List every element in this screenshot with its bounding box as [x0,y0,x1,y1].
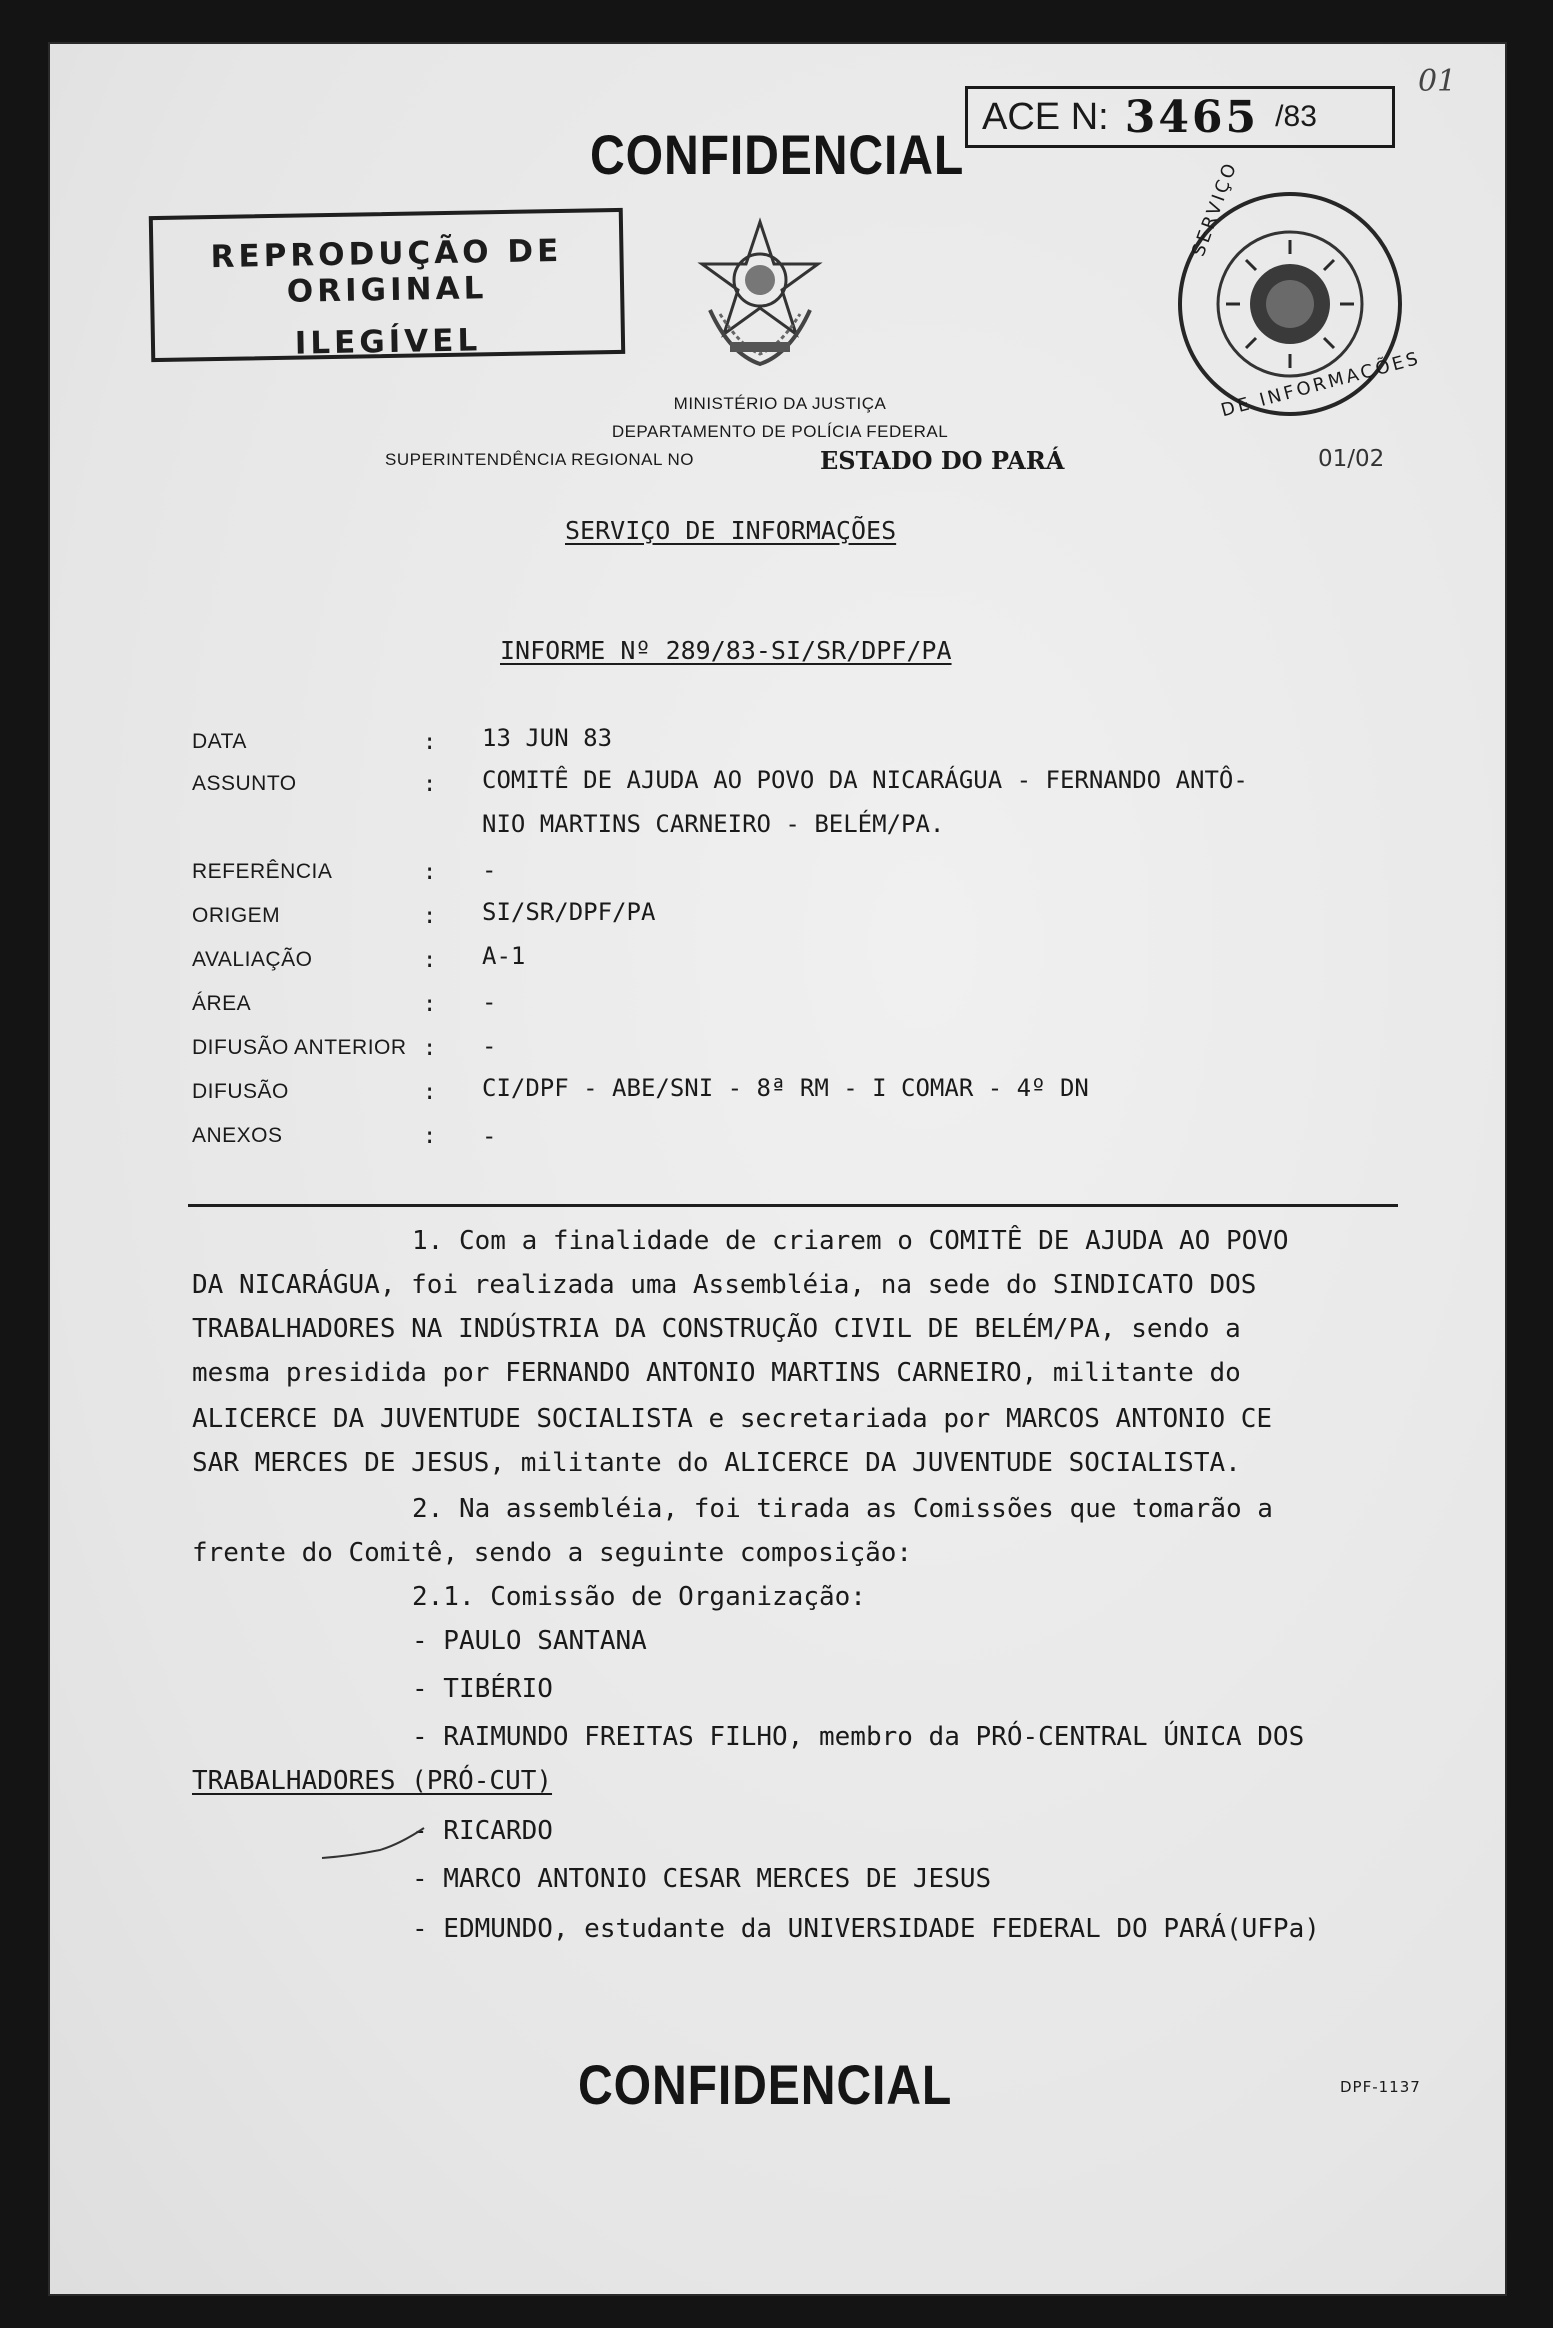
corner-page-mark: 01 [1418,64,1457,99]
stamp-line-1: REPRODUÇÃO DE ORIGINAL [210,232,563,310]
label-avaliacao: AVALIAÇÃO [192,948,313,971]
value-assunto-cont: NIO MARTINS CARNEIRO - BELÉM/PA. [482,810,945,838]
colon: : [423,772,437,797]
stamp-line-2: ILEGÍVEL [294,322,482,362]
paragraph-1-line-5: ALICERCE DA JUVENTUDE SOCIALISTA e secretariada por MARCOS ANTONIO CE [192,1404,1273,1434]
colon: : [423,1124,437,1149]
handwritten-checkmark-icon [320,1824,430,1864]
paragraph-2-line-2: frente do Comitê, sendo a seguinte composição: [192,1538,913,1568]
estado-line: ESTADO DO PARÁ [820,446,1065,475]
label-difusao: DIFUSÃO [192,1080,289,1103]
ace-number-box [965,86,1395,148]
paragraph-1-line-3: TRABALHADORES NA INDÚSTRIA DA CONSTRUÇÃO CIVIL DE BELÉM/PA, sendo a [192,1314,1241,1344]
ace-label: ACE N: [982,95,1109,138]
value-difusao: CI/DPF - ABE/SNI - 8ª RM - I COMAR - 4º DN [482,1074,1089,1102]
label-referencia: REFERÊNCIA [192,860,333,883]
label-difusao-anterior: DIFUSÃO ANTERIOR [192,1036,407,1059]
label-anexos: ANEXOS [192,1124,283,1147]
paragraph-2-line-1: 2. Na assembléia, foi tirada as Comissões que tomarão a [412,1494,1273,1524]
coat-of-arms-icon [690,214,830,374]
member-item: - EDMUNDO, estudante da UNIVERSIDADE FEDERAL DO PARÁ(UFPa) [412,1914,1320,1944]
ministry-line: MINISTÉRIO DA JUSTIÇA [673,394,887,413]
subsection-title: 2.1. Comissão de Organização: [412,1582,866,1612]
classification-bottom: CONFIDENCIAL [578,2053,953,2116]
value-data: 13 JUN 83 [482,724,613,752]
label-data: DATA [192,730,247,753]
value-assunto: COMITÊ DE AJUDA AO POVO DA NICARÁGUA - FERNANDO ANTÔ- [482,766,1248,794]
value-referencia: - [482,856,497,884]
colon: : [423,1080,437,1105]
page-of: 01/02 [1318,446,1385,472]
form-code: DPF-1137 [1340,2078,1421,2096]
member-item: - RAIMUNDO FREITAS FILHO, membro da PRÓ-CENTRAL ÚNICA DOS [412,1722,1305,1752]
seal-text-top: SERVIÇO [1188,158,1242,260]
colon: : [423,1036,437,1061]
servico-title: SERVIÇO DE INFORMAÇÕES [565,516,897,545]
colon: : [423,992,437,1017]
member-item: - TIBÉRIO [412,1674,553,1704]
colon: : [423,904,437,929]
superintendencia-line: SUPERINTENDÊNCIA REGIONAL NO [385,450,695,469]
informe-title: INFORME Nº 289/83-SI/SR/DPF/PA [500,636,952,665]
label-assunto: ASSUNTO [192,772,297,795]
classification-top: CONFIDENCIAL [590,123,965,186]
illegible-reproduction-stamp [149,208,625,362]
colon: : [423,860,437,885]
label-origem: ORIGEM [192,904,281,927]
value-difusao-anterior: - [482,1032,497,1060]
value-anexos: - [482,1122,497,1150]
paragraph-1-line-2: DA NICARÁGUA, foi realizada uma Assembléia, na sede do SINDICATO DOS [192,1270,1257,1300]
member-item: - MARCO ANTONIO CESAR MERCES DE JESUS [412,1864,992,1894]
value-area: - [482,988,497,1016]
document-page [50,44,1505,2294]
paragraph-1-line-1: 1. Com a finalidade de criarem o COMITÊ DE AJUDA AO POVO [412,1226,1289,1256]
paragraph-1-line-6: SAR MERCES DE JESUS, militante do ALICERCE DA JUVENTUDE SOCIALISTA. [192,1448,1241,1478]
ace-number: 3465 [1124,91,1260,143]
member-item: - RICARDO [412,1816,553,1846]
value-avaliacao: A-1 [482,942,526,970]
department-line: DEPARTAMENTO DE POLÍCIA FEDERAL [611,422,949,441]
label-area: ÁREA [192,992,252,1015]
section-divider [188,1204,1398,1207]
paragraph-1-line-4: mesma presidida por FERNANDO ANTONIO MARTINS CARNEIRO, militante do [192,1358,1241,1388]
ace-year: /83 [1275,100,1317,133]
seal-text-bottom: DE INFORMAÇÕES [1218,347,1424,422]
colon: : [423,730,437,755]
member-item: - PAULO SANTANA [412,1626,647,1656]
colon: : [423,948,437,973]
value-origem: SI/SR/DPF/PA [482,898,656,926]
member-item-cont: TRABALHADORES (PRÓ-CUT) [192,1766,553,1796]
